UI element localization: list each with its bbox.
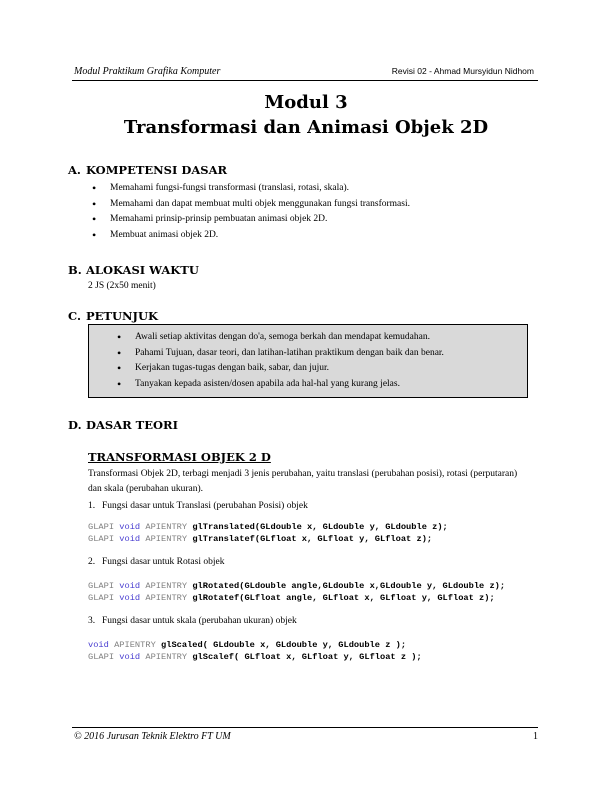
header-divider	[72, 80, 538, 81]
section-a-heading	[68, 163, 227, 177]
item-number: 3.	[88, 616, 96, 626]
section-d-letter: D.	[68, 418, 82, 432]
numbered-item-rotation	[88, 557, 224, 567]
list-item: • Memahami dan dapat membuat multi objek menggunakan fungsi transformasi.	[92, 197, 410, 213]
section-a-title: KOMPETENSI DASAR	[86, 163, 228, 177]
item-label: Fungsi dasar untuk skala (perubahan ukuran) objek	[102, 616, 297, 626]
subsection-title: TRANSFORMASI OBJEK 2 D	[88, 450, 271, 464]
item-number: 1.	[88, 501, 96, 511]
section-b-heading	[68, 263, 199, 277]
list-item: • Awali setiap aktivitas dengan do'a, semoga berkah dan mendapat kemudahan.	[117, 330, 444, 346]
list-item: • Pahami Tujuan, dasar teori, dan latihan-latihan praktikum dengan baik dan benar.	[117, 346, 444, 362]
code-block-translation	[88, 522, 448, 545]
section-d-title: DASAR TEORI	[86, 418, 178, 432]
section-c-title: PETUNJUK	[86, 309, 158, 323]
section-d-heading	[68, 418, 178, 432]
section-b-title: ALOKASI WAKTU	[86, 263, 199, 277]
footer-divider	[72, 727, 538, 728]
section-c-heading	[68, 309, 158, 323]
list-item: • Memahami fungsi-fungsi transformasi (translasi, rotasi, skala).	[92, 181, 410, 197]
section-c-letter: C.	[68, 309, 81, 323]
item-label: Fungsi dasar untuk Rotasi objek	[102, 557, 225, 567]
instructions-list	[117, 330, 444, 392]
code-line: GLAPI void APIENTRY glRotated(GLdouble angle,GLdouble x,GLdouble y, GLdouble z);	[88, 581, 506, 591]
section-a-letter: A.	[68, 163, 81, 177]
list-item: • Tanyakan kepada asisten/dosen apabila ada hal-hal yang kurang jelas.	[117, 377, 444, 393]
page-title: Modul 3	[264, 92, 348, 113]
numbered-item-translation	[88, 501, 308, 511]
item-number: 2.	[88, 557, 96, 567]
code-line: GLAPI void APIENTRY glScalef( GLfloat x, GLfloat y, GLfloat z );	[88, 651, 422, 662]
list-item: • Memahami prinsip-prinsip pembuatan animasi objek 2D.	[92, 212, 410, 228]
code-block-scale	[88, 640, 422, 663]
list-item: • Kerjakan tugas-tugas dengan baik, sabar, dan jujur.	[117, 361, 444, 377]
page-number: 1	[533, 731, 538, 742]
time-allocation-text: 2 JS (2x50 menit)	[88, 281, 156, 291]
code-line: GLAPI void APIENTRY glTranslatef(GLfloat x, GLfloat y, GLfloat z);	[88, 533, 433, 544]
list-item: • Membuat animasi objek 2D.	[92, 228, 410, 244]
intro-paragraph: Transformasi Objek 2D, terbagi menjadi 3 jenis perubahan, yaitu translasi (perubahan posisi), rotasi (perputaran) dan skala (perubahan ukuran).	[88, 469, 518, 494]
header-module-name: Modul Praktikum Grafika Komputer	[74, 66, 221, 77]
footer-copyright: © 2016 Jurusan Teknik Elektro FT UM	[74, 731, 231, 742]
header-revision: Revisi 02 - Ahmad Mursyidun Nidhom	[391, 66, 534, 76]
code-block-rotation	[88, 581, 505, 604]
code-line: GLAPI void APIENTRY glTranslated(GLdouble x, GLdouble y, GLdouble z);	[88, 522, 448, 532]
item-label: Fungsi dasar untuk Translasi (perubahan Posisi) objek	[102, 501, 308, 511]
competency-list	[92, 181, 410, 243]
numbered-item-scale	[88, 616, 297, 626]
page-subtitle: Transformasi dan Animasi Objek 2D	[123, 117, 489, 138]
code-line: GLAPI void APIENTRY glRotatef(GLfloat angle, GLfloat x, GLfloat y, GLfloat z);	[88, 592, 495, 603]
section-b-letter: B.	[68, 263, 82, 277]
code-line: void APIENTRY glScaled( GLdouble x, GLdouble y, GLdouble z );	[88, 640, 407, 650]
